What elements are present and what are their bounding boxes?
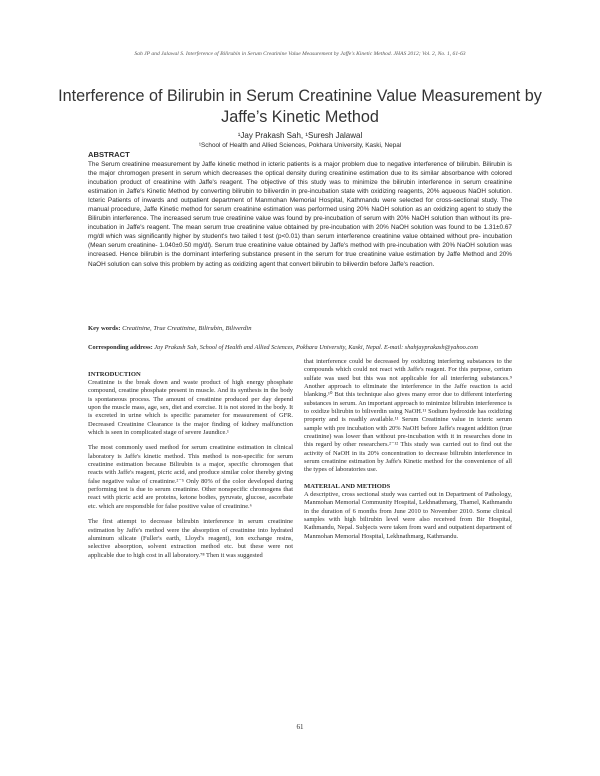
right-column-paragraph-1: that interference could be decreased by oxidizing interfering substances to the compounds which could not react with Jaffe's reagent. For this purpose, cerium sulfate was used but this was not applicable for all interfering substances.⁹ Another approach to eliminate the interference in the Jaffe reaction is acid blanking.¹⁰ But this technique also gives many error due to different interfering substances in serum. An important approach to minimize bilirubin interference is to oxidize bilirubin to biliverdin using NaOH.¹¹ Sodium hydroxide has oxidizing property and is readily available.¹¹ Serum Creatinine value in icteric serum sample with pre incubation with 20% NaOH before Jaffe's reagent addition (true creatinine) was lower than without pre-incubation with it in researches done in this regard by other researchers.²⁻¹² This study was carried out to find out the activity of NaOH in its 20% concentration to decrease bilirubin interference in serum creatinine estimation by Jaffe's Kinetic method for the convenience of all the types of laboratories use. bbox=[304, 358, 512, 474]
right-column bbox=[304, 358, 512, 716]
corresponding-label: Corresponding address: bbox=[88, 344, 153, 351]
methods-paragraph: A descriptive, cross sectional study was carried out in Department of Pathology, Manmohan Memorial Community Hospital, Lekhnathmarg, Thamel, Kathmandu in the duration of 6 months from June 2010 to November 2010. Some clinical samples with high bilirubin level were also received from Bir Hospital, Kathmandu, Nepal. Subjects were taken from ward and outpatient department of Manmohan Memorial Hospital, Lekhnathmarg, Kathmandu. bbox=[304, 490, 512, 540]
introduction-paragraph-1: Creatinine is the break down and waste product of high energy phosphate compound, creatine phosphate present in muscle. And its synthesis in the body is spontaneous process. The amount of creatinine produced per day depend upon the muscle mass, age, sex, diet and exercise. It is not stored in the body. It is excreted in urine which is specific parameter for measurement of GFR. Decreased Creatinine Clearance is the major finding of kidney malfunction which is seen in complicated stage of severe Jaundice.¹ bbox=[88, 379, 293, 437]
introduction-paragraph-3: The first attempt to decrease bilirubin interference in serum creatinine estimation by Jaffe's method were the absorption of creatinine into hydrated aluminum silicate (Fuller's earth, Lloyd's reagent), ion exchange resins, selective absorption, solvent extraction method etc. but these were not applicable due to high cost in all laboratory.⁷⁸ Then it was suggested bbox=[88, 518, 293, 559]
abstract-text: The Serum creatinine measurement by Jaffe kinetic method in icteric patients is a major problem due to negative interference of bilirubin. Bilirubin is the major chromogen present in serum which decreases the optical density during creatinine estimation due to its similar absorbance with colored incubation product of creatinine with Jaffe's reagent. The objective of this study was to minimize the bilirubin interference in serum creatinine estimation in Jaffe's Kinetic Method by converting bilirubin to biliverdin in pre-incubation state with oxidizing reagents, 20% aqueous NaOH solution. Icteric Patients of inwards and outpatient department of Manmohan Memorial Hospital, Kathmandu were selected for cross-sectional study. The manual procedure, Jaffe Kinetic method for serum creatinine estimation was performed using 20% NaOH solution as an oxidizing agent to study the Bilirubin interference. The increased serum true creatinine value was found by pre-incubation of serum with 20% NaOH solution than without its pre-incubation in Jaffe's reagent. The mean serum true creatinine value obtained by pre-incubation with 20% NaOH solution was found to be 1.31±0.67 mg/dl which was significantly higher by student's two tailed t test (p<0.01) than serum interference creatinine value obtained without pre- incubation (Mean serum creatinine- 1.040±0.50 mg/dl). Serum true creatinine value obtained by Jaffe's method with pre-incubation with 20% NaOH solution was increased. Hence bilirubin is the dominant interfering substance present in the serum for true creatinine value estimation by Jaffe Method and 20% NaOH solution can solve this problem by acting as oxidizing agent that convert bilirubin to biliverdin before Jaffe's reaction. bbox=[88, 161, 512, 268]
introduction-paragraph-2: The most commonly used method for serum creatinine estimation in clinical laboratory is Jaffe's kinetic method. This method is non-specific for serum creatinine estimation because Bilirubin is a major, specific chromogen that reacts with Jaffe's reagent, picric acid, and produce similar color thereby giving false negative value of creatinine.²⁻⁵ Only 80% of the color developed during performing test is due to serum creatinine. Other nonspecific chromogens that react with picric acid are proteins, ketone bodies, pyruvate, glucose, ascorbate etc. which are responsible for false positive value of creatinine.⁶ bbox=[88, 444, 293, 510]
keywords-label: Key words: bbox=[88, 325, 121, 332]
paper-title: Interference of Bilirubin in Serum Creatinine Value Measurement by Jaffe’s Kinetic Method bbox=[58, 87, 542, 126]
corresponding-value: Jay Prakash Sah, School of Health and Allied Sciences, Pokhara University, Kaski, Nepal. E-mail: shahjayprakash@yahoo.com bbox=[154, 344, 478, 351]
affiliation-line: ¹School of Health and Allied Sciences, Pokhara University, Kaski, Nepal bbox=[198, 142, 402, 149]
author-line: ¹Jay Prakash Sah, ¹Suresh Jalawal bbox=[237, 131, 363, 140]
introduction-heading: INTRODUCTION bbox=[88, 371, 141, 378]
left-column bbox=[88, 370, 293, 716]
keywords-value: Creatinine, True Creatinine, Bilirubin, Biliverdin bbox=[122, 325, 252, 332]
keywords bbox=[88, 324, 512, 334]
abstract-heading: ABSTRACT bbox=[88, 150, 130, 159]
page-number: 61 bbox=[296, 723, 304, 731]
running-head: Sah JP and Jalawal S. Interference of Bilirubin in Serum Creatinine Value Measurement by Jaffe's Kinetic Method. JHAS 2012; Vol. 2, No. 1, 61-63 bbox=[134, 51, 466, 57]
methods-heading: MATERIAL AND METHODS bbox=[304, 482, 391, 490]
